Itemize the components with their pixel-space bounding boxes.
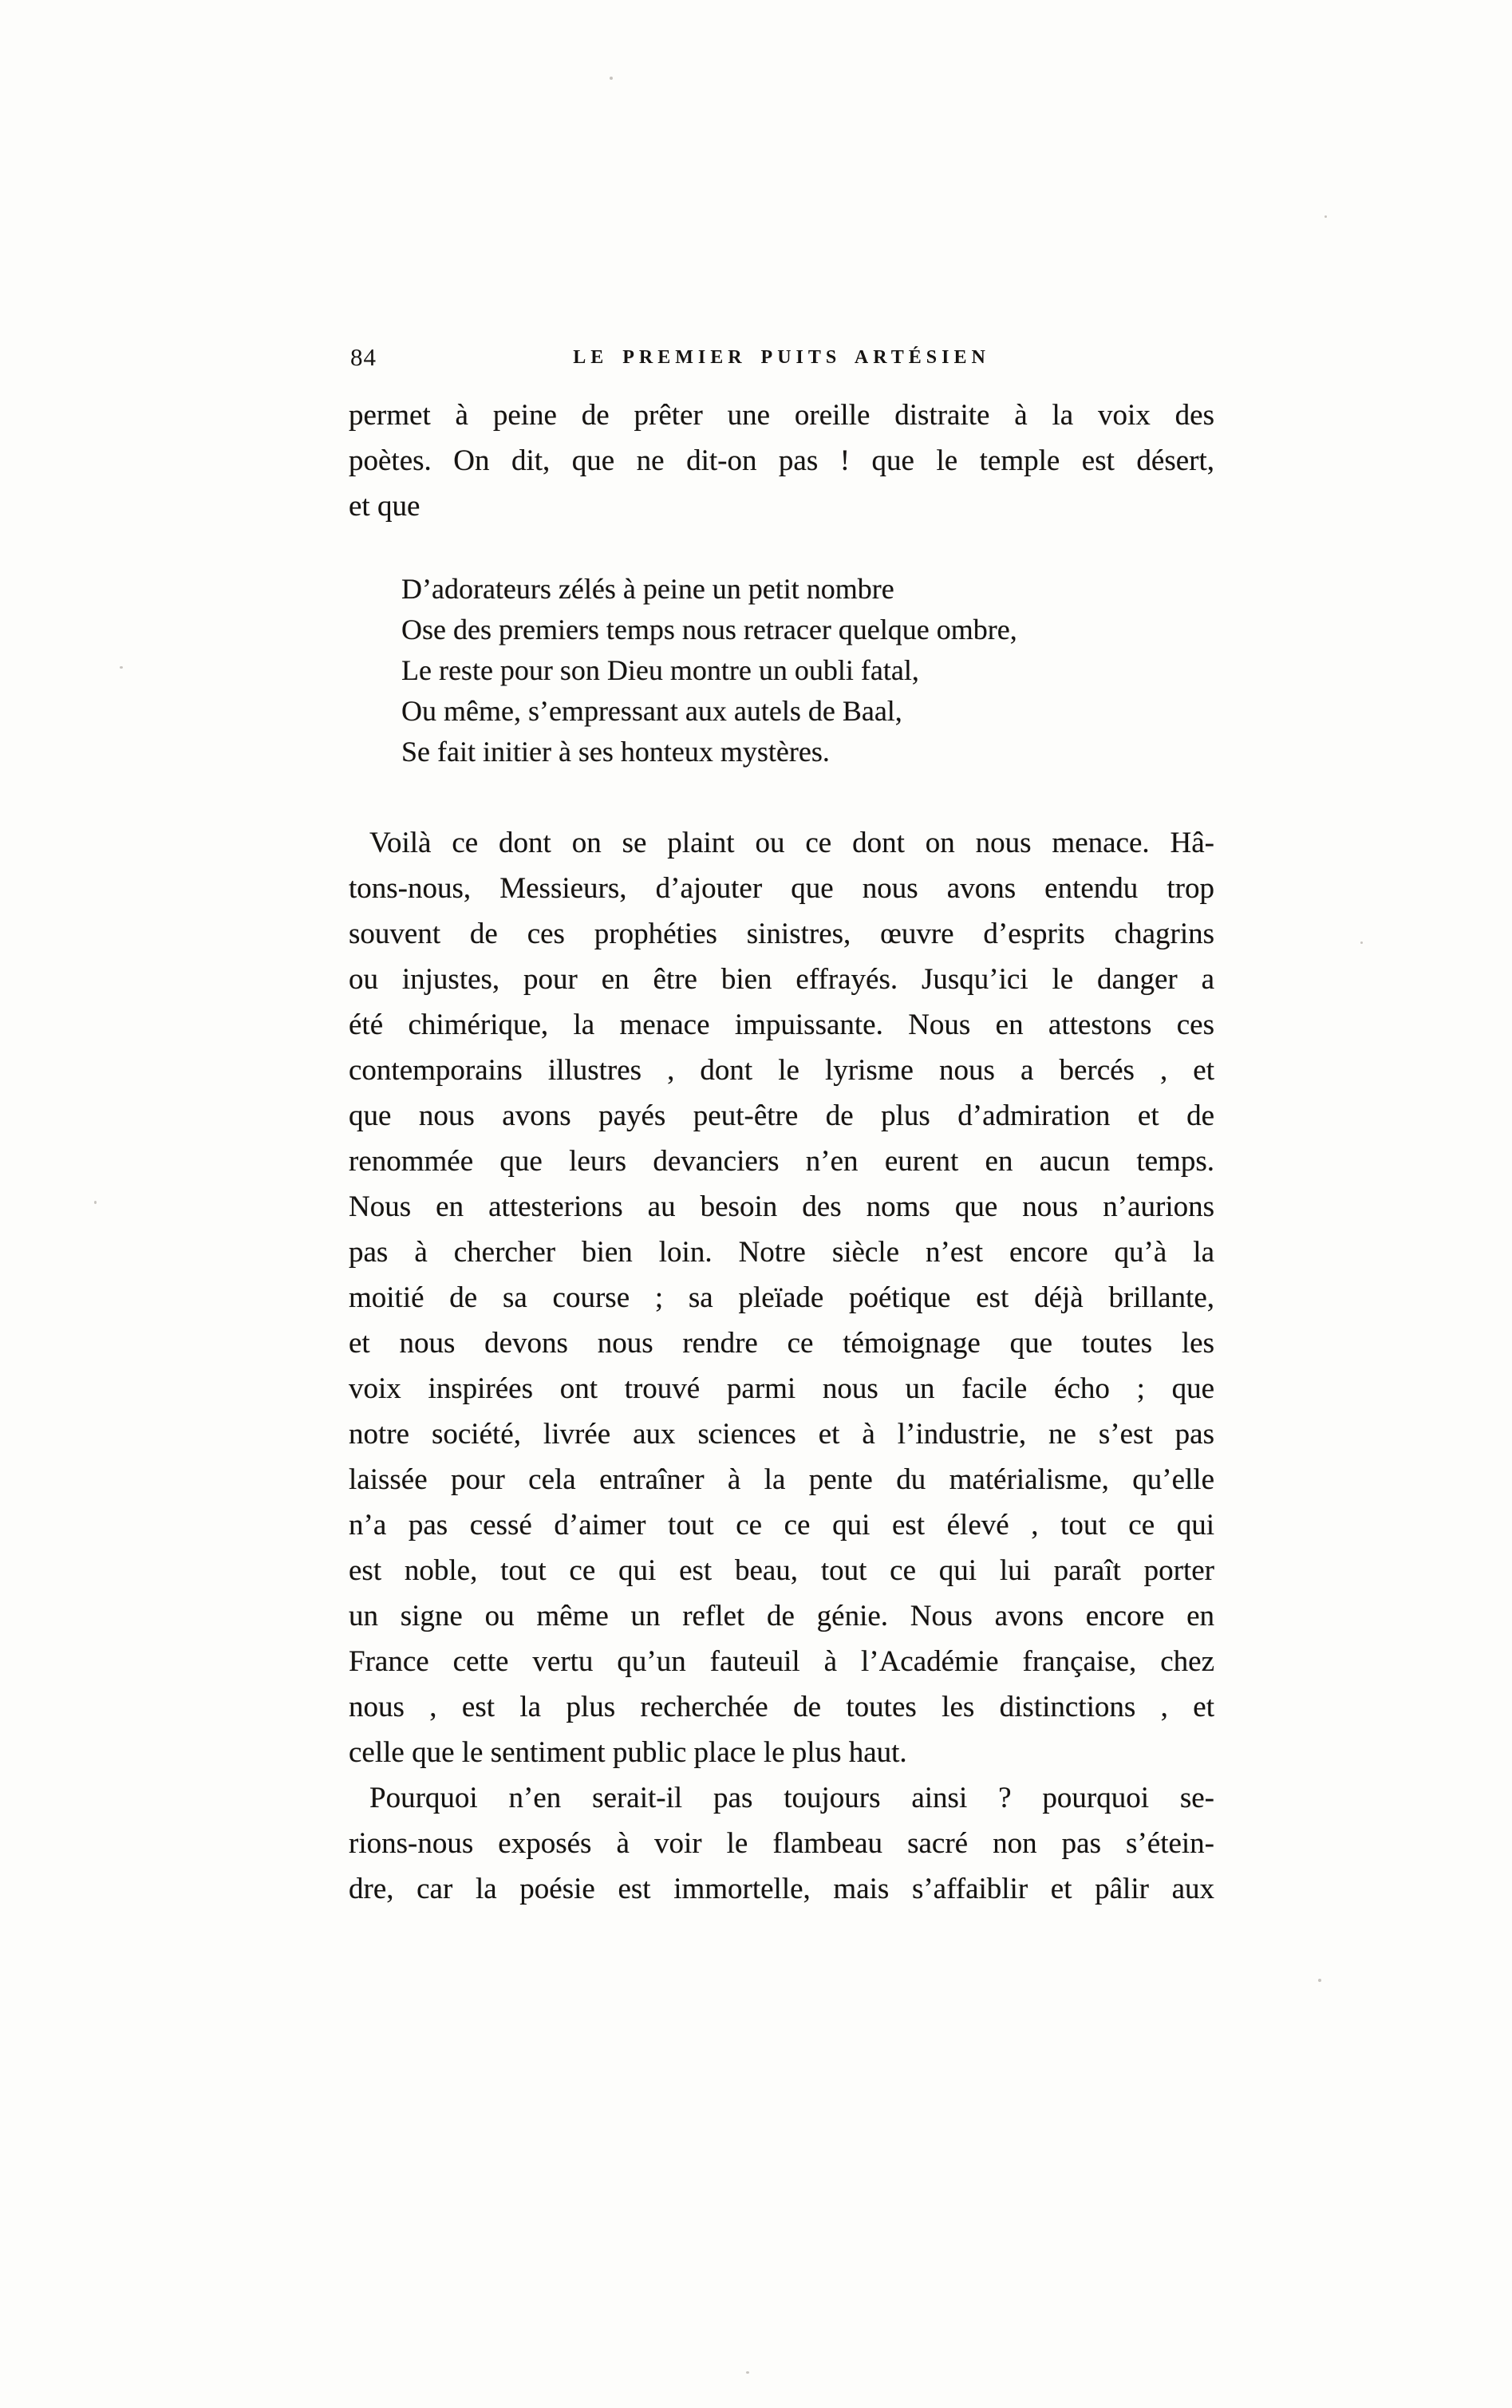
scan-speck	[1360, 941, 1363, 944]
text-line: ou injustes, pour en être bien effrayés. Jusqu’ici le danger a	[349, 963, 1214, 996]
text-line: France cette vertu qu’un fauteuil à l’Académie française, chez	[349, 1645, 1214, 1678]
text-line: été chimérique, la menace impuissante. Nous en attestons ces	[349, 1009, 1214, 1041]
running-header	[349, 343, 1214, 372]
text-line: est noble, tout ce qui est beau, tout ce qui lui paraît porter	[349, 1554, 1214, 1587]
running-title: LE PREMIER PUITS ARTÉSIEN	[573, 347, 990, 368]
text-line: nous , est la plus recherchée de toutes les distinctions , et	[349, 1691, 1214, 1723]
text-line: rions-nous exposés à voir le flambeau sacré non pas s’étein-	[349, 1827, 1214, 1860]
page-number: 84	[350, 343, 377, 371]
text-line: permet à peine de prêter une oreille distraite à la voix des	[349, 399, 1214, 432]
text-line: renommée que leurs devanciers n’en eurent en aucun temps.	[349, 1145, 1214, 1178]
text-line: un signe ou même un reflet de génie. Nous avons encore en	[349, 1600, 1214, 1632]
text-line: laissée pour cela entraîner à la pente du matérialisme, qu’elle	[349, 1463, 1214, 1496]
paragraph-main	[349, 820, 1214, 1775]
verse-line: D’adorateurs zélés à peine un petit nombre	[401, 573, 894, 605]
text-block	[349, 343, 1214, 1912]
text-line: que nous avons payés peut-être de plus d’admiration et de	[349, 1099, 1214, 1132]
text-line: dre, car la poésie est immortelle, mais s’affaiblir et pâlir aux	[349, 1873, 1214, 1905]
text-line: pas à chercher bien loin. Notre siècle n’est encore qu’à la	[349, 1236, 1214, 1269]
verse-line: Le reste pour son Dieu montre un oubli fatal,	[401, 654, 919, 686]
verse-line: Ou même, s’empressant aux autels de Baal,	[401, 695, 902, 727]
paragraph-intro	[349, 393, 1214, 529]
text-line: et nous devons nous rendre ce témoignage que toutes les	[349, 1327, 1214, 1360]
verse-line: Ose des premiers temps nous retracer quelque ombre,	[401, 614, 1017, 645]
text-line: contemporains illustres , dont le lyrisme nous a bercés , et	[349, 1054, 1214, 1087]
text-line: n’a pas cessé d’aimer tout ce ce qui est élevé , tout ce qui	[349, 1509, 1214, 1542]
scan-speck	[94, 1201, 97, 1204]
scan-speck	[746, 2371, 749, 2374]
text-line: notre société, livrée aux sciences et à l’industrie, ne s’est pas	[349, 1418, 1214, 1451]
text-line: poètes. On dit, que ne dit-on pas ! que le temple est désert,	[349, 444, 1214, 477]
paragraph-final	[349, 1775, 1214, 1912]
text-line: Voilà ce dont on se plaint ou ce dont on nous menace. Hâ-	[369, 827, 1214, 859]
text-line: moitié de sa course ; sa pleïade poétique est déjà brillante,	[349, 1281, 1214, 1314]
text-line: et que	[349, 490, 420, 523]
scan-speck	[1324, 215, 1327, 218]
scan-speck	[610, 77, 613, 80]
text-line: tons-nous, Messieurs, d’ajouter que nous avons entendu trop	[349, 872, 1214, 905]
verse-line: Se fait initier à ses honteux mystères.	[401, 736, 830, 768]
scan-speck	[120, 666, 123, 669]
text-line: souvent de ces prophéties sinistres, œuvre d’esprits chagrins	[349, 918, 1214, 950]
text-line: Nous en attesterions au besoin des noms que nous n’aurions	[349, 1190, 1214, 1223]
text-line: celle que le sentiment public place le plus haut.	[349, 1736, 907, 1769]
text-line: voix inspirées ont trouvé parmi nous un facile écho ; que	[349, 1372, 1214, 1405]
verse-block	[401, 569, 1214, 772]
text-line: Pourquoi n’en serait-il pas toujours ainsi ? pourquoi se-	[369, 1782, 1214, 1814]
scan-speck	[1318, 1979, 1321, 1982]
